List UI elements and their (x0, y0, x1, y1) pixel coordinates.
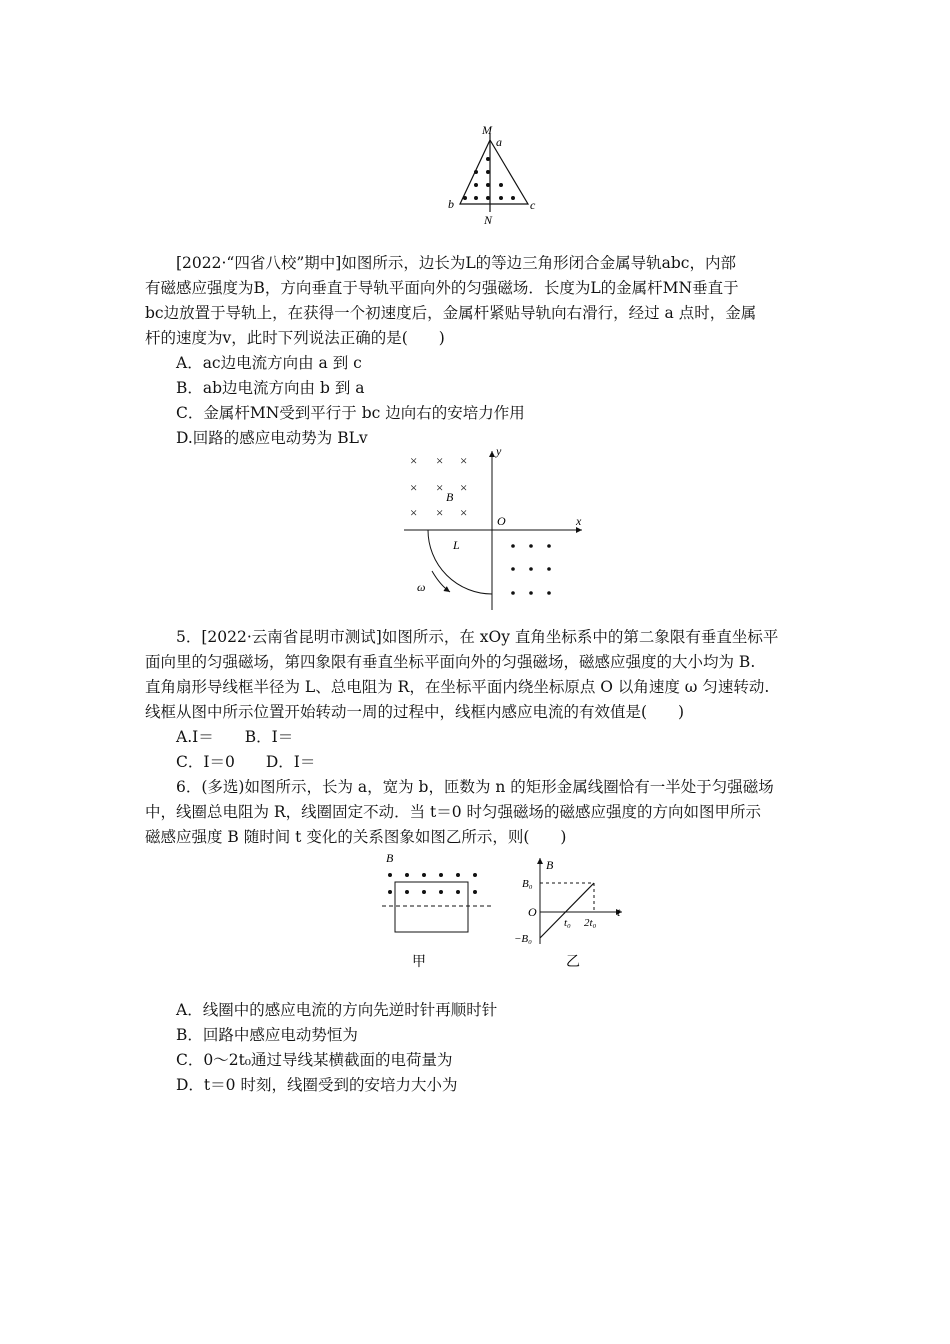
label-B: B (446, 490, 454, 504)
q5-line-1: 5．[2022·云南省昆明市测试]如图所示，在 xOy 直角坐标系中的第二象限有垂直坐标平 (176, 628, 779, 646)
label-2t0: 2t₀ (584, 917, 597, 929)
b-t-line (540, 883, 594, 938)
q5-line-2: 面向里的匀强磁场，第四象限有垂直坐标平面向外的匀强磁场，磁感应强度的大小均为 B. (145, 653, 756, 671)
svg-text:×: × (436, 505, 444, 520)
q4-line-4: 杆的速度为v，此时下列说法正确的是( ) (145, 329, 445, 347)
sector-coordinate-figure (400, 445, 595, 615)
svg-text:×: × (436, 480, 444, 495)
q5-options-cd: C．I＝0 D．I＝ (176, 753, 316, 771)
triangle-abc (460, 140, 528, 204)
q4-option-c: C．金属杆MN受到平行于 bc 边向右的安培力作用 (176, 404, 525, 422)
label-O: O (497, 514, 506, 528)
q4-option-d: D.回路的感应电动势为 BLv (176, 429, 368, 447)
field-dots-out (511, 544, 551, 595)
field-dots-out (463, 157, 515, 200)
svg-text:×: × (410, 505, 418, 520)
rotation-arrow (432, 571, 450, 592)
q4-option-b: B．ab边电流方向由 b 到 a (176, 379, 365, 397)
coil-rectangle (395, 882, 468, 932)
label-N: N (484, 213, 493, 227)
sector-frame (428, 530, 492, 594)
triangle-rail-figure (440, 120, 550, 230)
q6-option-b: B．回路中感应电动势恒为 (176, 1026, 358, 1044)
q4-line-2: 有磁感应强度为B，方向垂直于导轨平面向外的匀强磁场．长度为L的金属杆MN垂直于 (145, 279, 739, 297)
field-crosses-in (410, 453, 467, 520)
coil-figure-jia (380, 848, 500, 973)
label-B: B (386, 851, 394, 865)
label-B: B (546, 858, 554, 872)
field-dots-out (388, 873, 477, 894)
caption-jia: 甲 (412, 955, 426, 970)
b-t-graph-yi (510, 852, 635, 974)
q6-line-3: 磁感应强度 B 随时间 t 变化的关系图象如图乙所示，则( ) (145, 828, 567, 846)
q4-line-3: bc边放置于导轨上，在获得一个初速度后，金属杆紧贴导轨向右滑行，经过 a 点时，金属 (145, 304, 757, 322)
label-neg-B0: −B₀ (514, 933, 532, 945)
svg-text:×: × (436, 453, 444, 468)
q6-option-a: A．线圈中的感应电流的方向先逆时针再顺时针 (176, 1001, 498, 1019)
label-t: t (617, 905, 621, 919)
label-t0: t₀ (564, 917, 571, 929)
q6-option-d: D．t＝0 时刻，线圈受到的安培力大小为 (176, 1076, 458, 1094)
label-y: y (496, 445, 502, 458)
svg-text:×: × (410, 453, 418, 468)
label-x: x (576, 514, 582, 528)
q4-line-1: [2022·“四省八校”期中]如图所示，边长为L的等边三角形闭合金属导轨abc，内部 (176, 254, 736, 272)
svg-text:×: × (460, 505, 468, 520)
q4-option-a: A．ac边电流方向由 a 到 c (176, 354, 362, 372)
label-M: M (482, 123, 492, 137)
svg-text:×: × (410, 480, 418, 495)
label-c: c (530, 198, 536, 212)
label-B0: B₀ (522, 878, 533, 890)
svg-text:×: × (460, 480, 468, 495)
q6-line-1: 6．(多选)如图所示，长为 a，宽为 b，匝数为 n 的矩形金属线圈恰有一半处于匀强磁场 (176, 778, 774, 796)
label-a: a (496, 135, 502, 149)
label-b: b (448, 197, 454, 211)
q6-line-2: 中，线圈总电阻为 R，线圈固定不动．当 t＝0 时匀强磁场的磁感应强度的方向如图甲所示 (145, 803, 762, 821)
label-L: L (453, 538, 460, 552)
label-omega: ω (417, 580, 426, 594)
q5-options-ab: A.I＝ B．I＝ (176, 728, 294, 746)
q5-line-3: 直角扇形导线框半径为 L、总电阻为 R，在坐标平面内绕坐标原点 O 以角速度 ω 匀速转动. (145, 678, 770, 696)
svg-text:×: × (460, 453, 468, 468)
label-O: O (528, 905, 537, 919)
caption-yi: 乙 (566, 955, 580, 970)
q5-line-4: 线框从图中所示位置开始转动一周的过程中，线框内感应电流的有效值是( ) (145, 703, 685, 721)
q6-option-c: C．0～2t₀通过导线某横截面的电荷量为 (176, 1051, 453, 1069)
